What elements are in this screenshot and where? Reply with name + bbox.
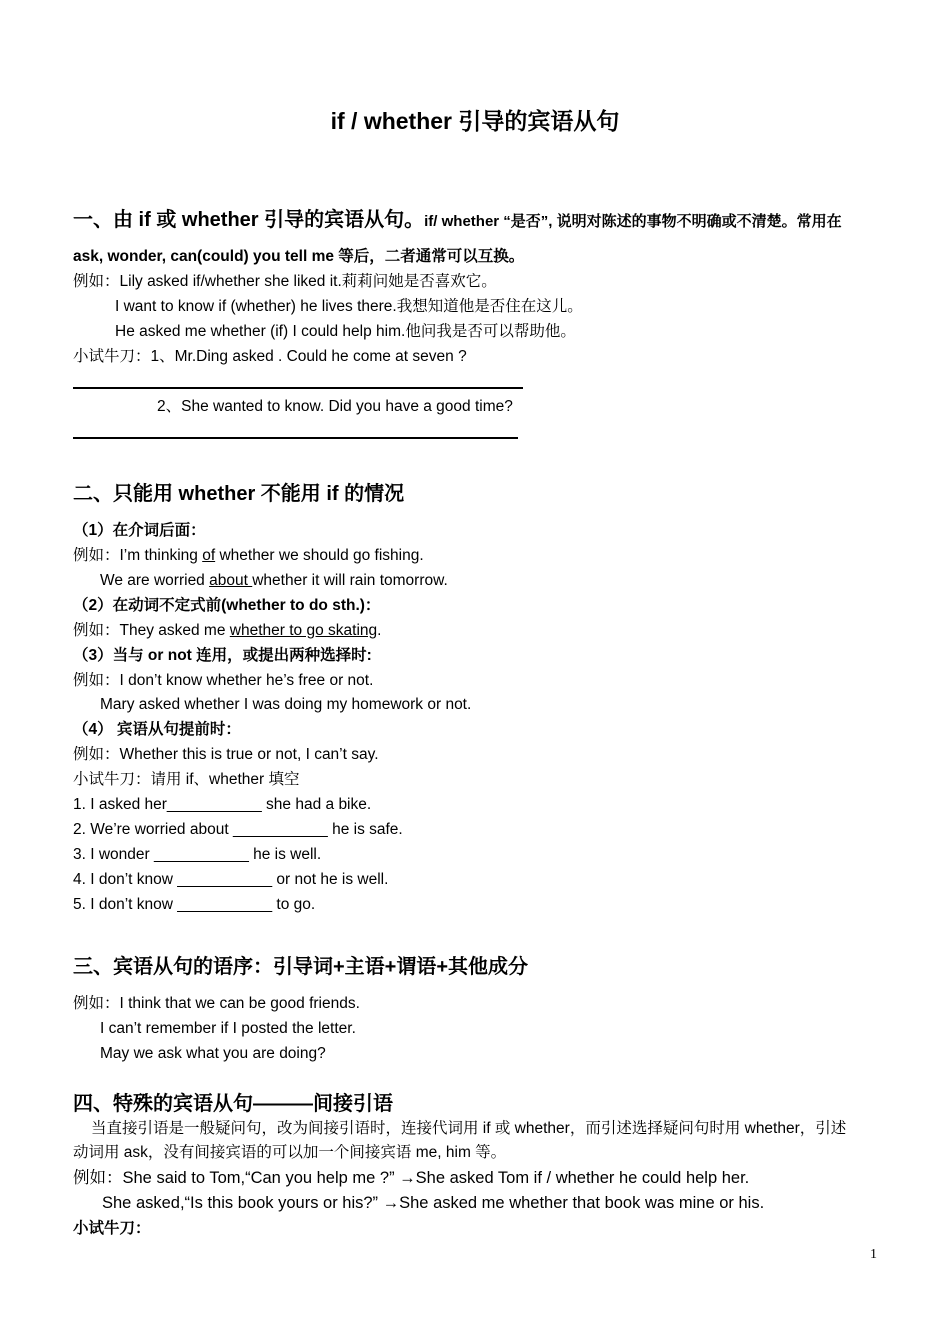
s4-paragraph-line-1: 当直接引语是一般疑问句，改为间接引语时，连接代词用 if 或 whether，而引述选择疑问句时用 whether，引述 xyxy=(91,1120,847,1137)
case-3-example-1: 例如：I don’t know whether he’s free or not. xyxy=(73,672,374,689)
case-4-label: （4） 宾语从句提前时： xyxy=(73,721,241,738)
case-2-label: （2）在动词不定式前(whether to do sth.)： xyxy=(73,597,381,614)
s1-example-1: 例如：Lily asked if/whether she liked it.莉莉问她是否喜欢它。 xyxy=(73,273,497,290)
s4-paragraph-line-2: 动词用 ask，没有间接宾语的可以加一个间接宾语 me, him 等。 xyxy=(73,1144,507,1161)
case-4-example: 例如：Whether this is true or not, I can’t say. xyxy=(73,746,379,763)
exercise-2: 2. We’re worried about ___________ he is safe. xyxy=(73,821,403,838)
answer-line-2 xyxy=(73,437,518,439)
s1-practice-2: 2、She wanted to know. Did you have a good time? xyxy=(157,398,513,415)
case-3-label: （3）当与 or not 连用，或提出两种选择时: xyxy=(73,647,372,664)
s4-example-1: 例如：She said to Tom,“Can you help me ?” →She asked Tom if / whether he could help her. xyxy=(73,1169,750,1187)
exercise-1: 1. I asked her___________ she had a bike. xyxy=(73,796,372,813)
s1-practice-1: 小试牛刀：1、Mr.Ding asked . Could he come at seven ? xyxy=(73,348,467,365)
s4-practice-label: 小试牛刀： xyxy=(73,1220,151,1237)
section-1-note: if/ whether “是否”, 说明对陈述的事物不明确或不清楚。常用在 xyxy=(424,213,842,230)
section-3-heading: 三、宾语从句的语序：引导词+主语+谓语+其他成分 xyxy=(73,956,529,978)
section-2-heading: 二、只能用 whether 不能用 if 的情况 xyxy=(73,483,405,505)
case-1-example-2: We are worried about whether it will rain tomorrow. xyxy=(100,572,448,589)
page-title: if / whether 引导的宾语从句 xyxy=(330,108,620,134)
case-2-example: 例如：They asked me whether to go skating. xyxy=(73,622,382,639)
exercise-3: 3. I wonder ___________ he is well. xyxy=(73,846,322,863)
section-1-title: 一、由 if 或 whether 引导的宾语从句。 xyxy=(73,209,425,231)
page-number: 1 xyxy=(870,1247,877,1262)
s1-example-2: I want to know if (whether) he lives there.我想知道他是否住在这儿。 xyxy=(115,298,583,315)
section-4-heading: 四、特殊的宾语从句———间接引语 xyxy=(73,1093,393,1115)
s3-example-1: 例如：I think that we can be good friends. xyxy=(73,995,360,1012)
exercise-4: 4. I don’t know ___________ or not he is well. xyxy=(73,871,389,888)
case-3-example-2: Mary asked whether I was doing my homework or not. xyxy=(100,696,472,713)
exercise-5: 5. I don’t know ___________ to go. xyxy=(73,896,316,913)
s3-example-3: May we ask what you are doing? xyxy=(100,1045,326,1062)
section-1-line2: ask, wonder, can(could) you tell me 等后，二者通常可以互换。 xyxy=(73,248,525,265)
s1-example-3: He asked me whether (if) I could help him.他问我是否可以帮助他。 xyxy=(115,323,576,340)
s4-example-2: She asked,“Is this book yours or his?” →She asked me whether that book was mine or his. xyxy=(102,1194,765,1212)
case-1-label: （1）在介词后面： xyxy=(73,522,206,539)
answer-line-1 xyxy=(73,387,523,389)
case-1-example-1: 例如：I’m thinking of whether we should go fishing. xyxy=(73,547,424,564)
s2-practice-intro: 小试牛刀：请用 if、whether 填空 xyxy=(73,771,300,788)
s3-example-2: I can’t remember if I posted the letter. xyxy=(100,1020,356,1037)
section-1-heading xyxy=(73,205,842,237)
